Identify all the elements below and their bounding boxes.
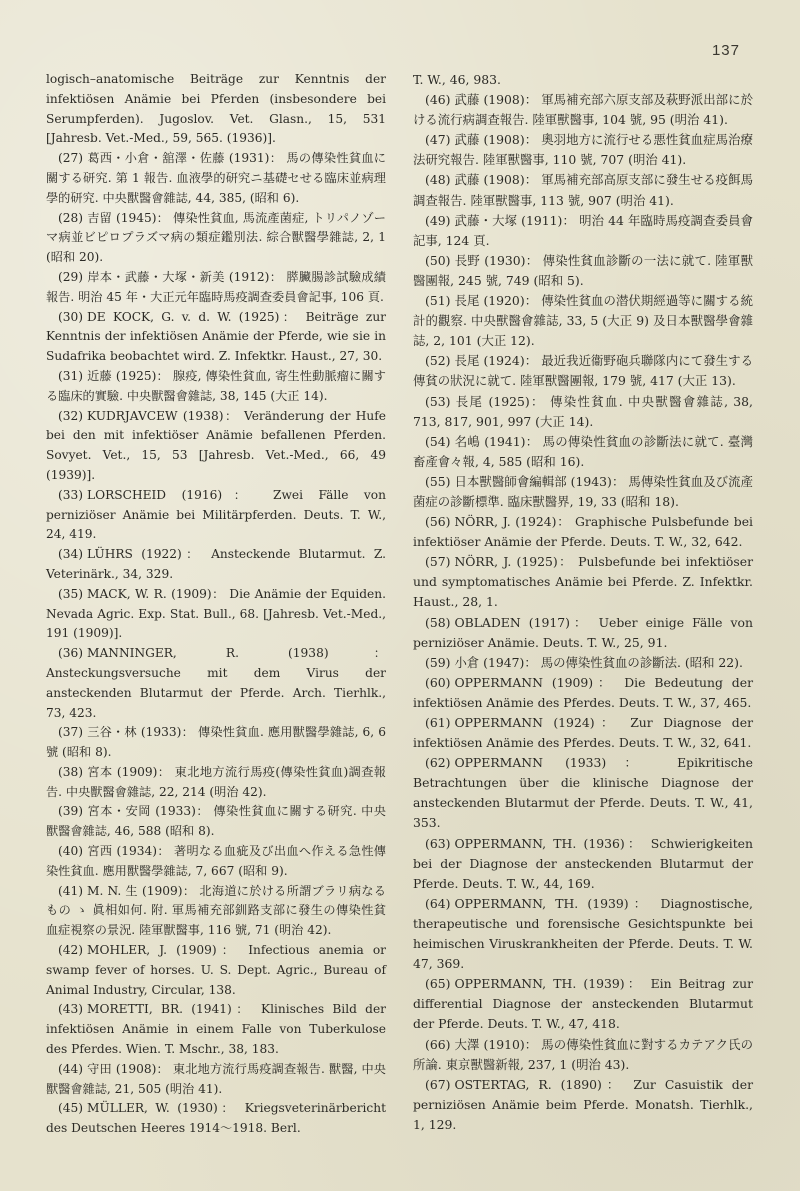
reference-entry — [413, 291, 753, 351]
right-column — [413, 70, 753, 1135]
reference-text: 宮本 (1909)： 東北地方流行馬疫(傳染性貧血)調查報告. 中央獸醫會雜誌, 22, 214 (明治 42). — [46, 764, 386, 799]
reference-entry — [413, 130, 753, 170]
reference-entry — [413, 713, 753, 753]
reference-entry — [413, 1075, 753, 1135]
reference-entry — [413, 512, 753, 552]
reference-entry — [46, 70, 386, 149]
reference-entry — [46, 842, 386, 882]
reference-number: (62) — [425, 755, 451, 771]
reference-entry — [46, 644, 386, 723]
reference-text: 葛西・小倉・舘澤・佐藤 (1931)： 馬の傳染性貧血に關する研究. 第 1 報告. 血液學的研究ニ基礎セせる臨床並病理學的研究. 中央獸醫會雜誌, 44, 385, (昭和 6). — [46, 151, 386, 205]
reference-text: 名嶋 (1941)： 馬の傳染性貧血の診斷法に就て. 臺灣畜產會々報, 4, 585 (昭和 16). — [413, 433, 753, 469]
reference-number: (47) — [425, 132, 451, 148]
reference-entry — [413, 211, 753, 251]
reference-entry — [413, 834, 753, 894]
reference-text: 宮西 (1934)： 著明なる血疵及び出血へ作える急性傳染性貧血. 應用獸醫學雜誌, 7, 667 (昭和 9). — [46, 844, 386, 878]
reference-number: (39) — [58, 804, 84, 819]
reference-number: (40) — [58, 844, 84, 859]
reference-text: 岸本・武藤・大塚・新美 (1912)： 膵臟腸診試驗成績報告. 明治 45 年・大正元年臨時馬疫調查委員會記事, 106 頁. — [46, 269, 386, 304]
reference-text: MANNINGER, R. (1938)： Ansteckungsversuche mit dem Virus der ansteckenden Blutarmut der Pferde. Arch. Tierhlk., 73, 423. — [46, 646, 386, 720]
reference-number: (55) — [425, 473, 451, 489]
reference-entry — [46, 1060, 386, 1100]
reference-number: (37) — [58, 725, 84, 740]
reference-entry — [46, 585, 386, 644]
reference-text: OBLADEN (1917)： Ueber einige Fälle von perniziöser Anämie. Deuts. T. W., 25, 91. — [413, 614, 753, 650]
reference-number: (34) — [58, 547, 84, 562]
reference-number: (51) — [425, 293, 451, 309]
reference-entry — [413, 90, 753, 130]
reference-entry — [413, 1035, 753, 1075]
reference-text: LÜHRS (1922)： Ansteckende Blutarmut. Z. Veterinärk., 34, 329. — [46, 547, 386, 581]
reference-number: (49) — [425, 212, 451, 228]
reference-number: (50) — [425, 252, 451, 268]
reference-entry — [413, 170, 753, 210]
reference-number: (64) — [425, 895, 451, 911]
reference-entry — [413, 432, 753, 472]
reference-text: MOHLER, J. (1909)： Infectious anemia or swamp fever of horses. U. S. Dept. Agric., Bureau of Animal Industry, Circular, 138. — [46, 943, 386, 997]
reference-entry — [46, 308, 386, 367]
reference-number: (58) — [425, 614, 451, 630]
reference-number: (28) — [58, 210, 84, 225]
reference-text: 三谷・林 (1933)： 傳染性貧血. 應用獸醫學雜誌, 6, 6 號 (昭和 8). — [46, 725, 386, 760]
reference-text: OPPERMANN (1933)： Epikritische Betrachtungen über die klinische Diagnose der ansteckenden Blutarmut der Pferde. Deuts. T. W., 41, 353. — [413, 755, 753, 831]
reference-text: 武藤 (1908)： 軍馬補充部六原支部及萩野派出部に於ける流行病調查報告. 陸軍獸醫事, 104 號, 95 (明治 41). — [413, 92, 753, 128]
page-number: 137 — [711, 42, 740, 59]
reference-number: (35) — [58, 586, 84, 601]
reference-text: OPPERMANN, TH. (1939)： Diagnostische, therapeutische und forensische Gesichtspunkte bei heimischen Viruskrankheiten der Pferde. Deuts. T. W. 47, 369. — [413, 895, 753, 972]
reference-text: MORETTI, BR. (1941)： Klinisches Bild der infektiösen Anämie in einem Falle von Tuberkulose des Pferdes. Wien. T. Mschr., 38, 183. — [46, 1002, 386, 1057]
reference-entry — [46, 802, 386, 842]
reference-text: OPPERMANN (1909)： Die Bedeutung der infektiösen Anämie des Pferdes. Deuts. T. W., 37, 465. — [413, 674, 753, 710]
reference-entry — [413, 613, 753, 653]
reference-text: 武藤 (1908)： 軍馬補充部高原支部に發生せる疫餌馬調查報告. 陸軍獸醫事, 113 號, 907 (明治 41). — [413, 172, 753, 208]
reference-number: (41) — [58, 883, 84, 898]
reference-text: logisch–anatomische Beiträge zur Kenntnis der infektiösen Anämie bei Pferden (insbesondere bei Serumpferden). Jugoslov. Vet. Glasn., 15, 531 [Jahresb. Vet.-Med., 59, 565. (1936)]. — [46, 72, 386, 146]
reference-entry — [46, 367, 386, 407]
reference-text: OPPERMANN (1924)： Zur Diagnose der infektiösen Anämie des Pferdes. Deuts. T. W., 32, 641. — [413, 715, 753, 751]
reference-entry — [413, 70, 753, 90]
reference-number: (30) — [58, 309, 84, 324]
reference-entry — [413, 251, 753, 291]
reference-entry — [413, 974, 753, 1034]
reference-number: (42) — [58, 943, 84, 958]
reference-entry — [46, 882, 386, 941]
reference-number: (63) — [425, 835, 451, 851]
reference-number: (29) — [58, 269, 84, 284]
reference-entry — [46, 209, 386, 268]
reference-text: OSTERTAG, R. (1890)： Zur Casuistik der perniziösen Anämie beim Pferde. Monatsh. Tierhlk., 1, 129. — [413, 1076, 753, 1132]
reference-text: MÜLLER, W. (1930)： Kriegsveterinärbericht des Deutschen Heeres 1914〜1918. Berl. — [46, 1101, 386, 1136]
reference-entry — [46, 149, 386, 208]
reference-number: (45) — [58, 1101, 84, 1116]
reference-number: (66) — [425, 1036, 451, 1052]
reference-number: (61) — [425, 715, 451, 730]
reference-number: (33) — [58, 487, 84, 502]
reference-number: (27) — [58, 151, 84, 166]
reference-number: (52) — [425, 353, 451, 369]
reference-number: (53) — [425, 393, 451, 409]
reference-number: (32) — [58, 408, 84, 423]
reference-number: (43) — [58, 1002, 84, 1017]
reference-entry — [413, 351, 753, 391]
reference-entry — [46, 486, 386, 545]
reference-text: 宮本・安岡 (1933)： 傳染性貧血に關する研究. 中央獸醫會雜誌, 46, 588 (昭和 8). — [46, 804, 386, 839]
reference-entry — [46, 268, 386, 308]
reference-text: 武藤 (1908)： 奧羽地方に流行せる悪性貧血症馬治療法研究報告. 陸軍獸醫事, 110 號, 707 (明治 41). — [413, 132, 753, 168]
reference-entry — [413, 472, 753, 512]
reference-entry — [413, 392, 753, 432]
reference-text: KUDRJAVCEW (1938)： Veränderung der Hufe bei den mit infektiöser Anämie befallenen Pferden. Sovyet. Vet., 15, 53 [Jahresb. Vet.-Med., 66, 49 (1939)]. — [46, 408, 386, 482]
reference-entry — [413, 552, 753, 612]
reference-text: 大澤 (1910)： 馬の傳染性貧血に對するカテアク氏の所論. 東京獸醫新報, 237, 1 (明治 43). — [413, 1036, 753, 1072]
reference-text: MACK, W. R. (1909)： Die Anämie der Equiden. Nevada Agric. Exp. Stat. Bull., 68. [Jahresb. Vet.-Med., 191 (1909)]. — [46, 586, 386, 641]
reference-text: 長尾 (1920)： 傳染性貧血の潜伏期經過等に關する統計的觀察. 中央獸醫會雜誌, 33, 5 (大正 9) 及日本獸醫學會雜誌, 2, 101 (大正 12). — [413, 293, 753, 349]
reference-text: 吉留 (1945)： 傳染性貧血, 馬流產菌症, トリパノゾーマ病並ビピロプラズマ病の類症鑑別法. 綜合獸醫學雜誌, 2, 1 (昭和 20). — [46, 210, 386, 265]
reference-text: 日本獸醫師會編輯部 (1943)： 馬傳染性貧血及び流產菌症の診斷標準. 臨床獸醫界, 19, 33 (昭和 18). — [413, 473, 753, 509]
reference-entry — [46, 723, 386, 763]
reference-text: OPPERMANN, TH. (1936)： Schwierigkeiten bei der Diagnose der ansteckenden Blutarmut der Pferde. Deuts. T. W., 44, 169. — [413, 835, 753, 891]
reference-entry — [46, 545, 386, 585]
reference-entry — [413, 673, 753, 713]
reference-text: 近藤 (1925)： 腺疫, 傳染性貧血, 寄生性動脈瘤に關する臨床的實驗. 中央獸醫會雜誌, 38, 145 (大正 14). — [46, 368, 386, 403]
reference-entry — [413, 894, 753, 974]
reference-entry — [46, 1099, 386, 1139]
reference-number: (31) — [58, 368, 84, 383]
reference-entry — [413, 653, 753, 673]
reference-entry — [46, 763, 386, 803]
reference-number: (67) — [425, 1076, 451, 1092]
reference-number: (38) — [58, 764, 84, 779]
reference-number: (44) — [58, 1061, 84, 1076]
reference-entry — [46, 1000, 386, 1059]
reference-number: (54) — [425, 433, 451, 449]
reference-text: OPPERMANN, TH. (1939)： Ein Beitrag zur differential Diagnose der ansteckenden Blutarmut der Pferde. Deuts. T. W., 47, 418. — [413, 976, 753, 1032]
reference-text: NÖRR, J. (1925)： Pulsbefunde bei infektiöser und symptomatisches Anämie bei Pferde. Z. Infektkr. Haust., 28, 1. — [413, 554, 753, 610]
reference-number: (46) — [425, 92, 451, 108]
reference-number: (56) — [425, 514, 451, 530]
reference-number: (57) — [425, 554, 451, 570]
left-column — [46, 70, 386, 1139]
reference-text: DE KOCK, G. v. d. W. (1925)： Beiträge zur Kenntnis der infektiösen Anämie der Pferde, wie sie in Sudafrika beobachtet wird. Z. Infektkr. Haust., 27, 30. — [46, 309, 386, 364]
reference-text: 長野 (1930)： 傳染性貧血診斷の一法に就て. 陸軍獸醫團報, 245 號, 749 (昭和 5). — [413, 252, 753, 288]
reference-number: (60) — [425, 674, 451, 690]
reference-text: M. N. 生 (1909)： 北海道に於ける所謂ブラリ病なるもの ゝ 眞相如何. 附. 軍馬補充部釧路支部に發生の傳染性貧血症視察の景況. 陸軍獸醫事, 116 號, 71 (明治 42). — [46, 883, 386, 938]
reference-text: LORSCHEID (1916)： Zwei Fälle von perniziöser Anämie bei Militärpferden. Deuts. T. W., 24, 419. — [46, 487, 386, 542]
reference-text: NÖRR, J. (1924)： Graphische Pulsbefunde bei infektiöser Anämie der Pferde. Deuts. T. W., 32, 642. — [413, 514, 753, 550]
reference-text: 守田 (1908)： 東北地方流行馬疫調查報告. 獸醫, 中央獸醫會雜誌, 21, 505 (明治 41). — [46, 1061, 386, 1096]
reference-entry — [413, 753, 753, 833]
reference-text: 長尾 (1925)： 傳染性貧血. 中央獸醫會雜誌, 38, 713, 817, 901, 997 (大正 14). — [413, 393, 753, 429]
reference-text: 小倉 (1947)： 馬の傳染性貧血の診斷法. (昭和 22). — [454, 654, 743, 670]
reference-entry — [46, 407, 386, 486]
reference-number: (36) — [58, 646, 84, 661]
reference-text: T. W., 46, 983. — [413, 72, 501, 87]
reference-number: (48) — [425, 172, 451, 188]
reference-number: (65) — [425, 976, 451, 992]
reference-number: (59) — [425, 654, 451, 670]
reference-entry — [46, 941, 386, 1000]
reference-text: 武藤・大塚 (1911)： 明治 44 年臨時馬疫調查委員會記事, 124 頁. — [413, 212, 753, 248]
reference-text: 長尾 (1924)： 最近我近衞野砲兵聯隊内にて發生する傳貧の狀況に就て. 陸軍獸醫團報, 179 號, 417 (大正 13). — [413, 353, 753, 389]
